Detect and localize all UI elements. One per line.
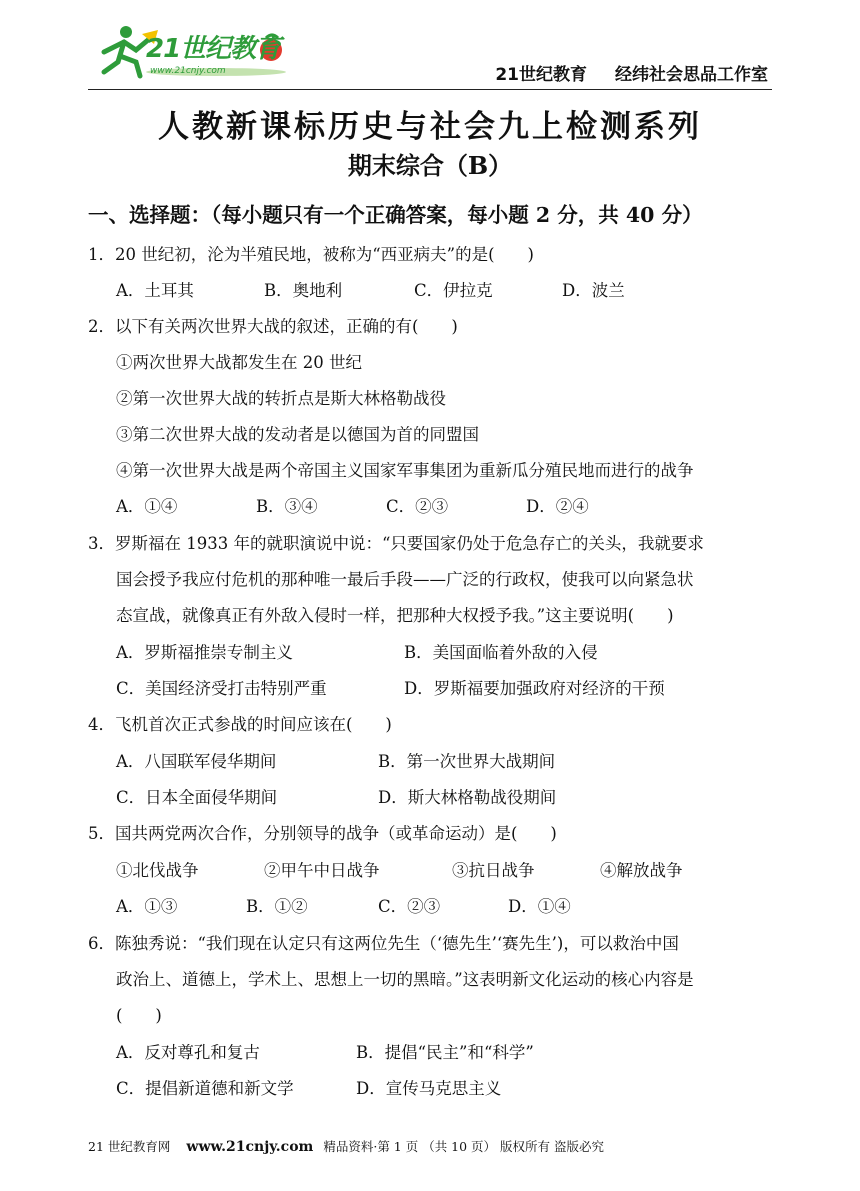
header-divider xyxy=(88,89,772,90)
question-2-statement-3: ③第二次世界大战的发动者是以德国为首的同盟国 xyxy=(116,425,479,444)
option-c: C．美国经济受打击特别严重 xyxy=(116,679,327,698)
option-a: A．①④ xyxy=(116,497,178,516)
logo-text: 21世纪教育 xyxy=(146,34,281,64)
option-a: A．①③ xyxy=(116,897,178,916)
option-c: C．日本全面侵华期间 xyxy=(116,788,278,807)
logo-url: www.21cnjy.com xyxy=(150,66,226,76)
option-a: A．八国联军侵华期间 xyxy=(116,752,277,771)
option-c: C．②③ xyxy=(386,497,449,516)
question-2-statement-2: ②第一次世界大战的转折点是斯大林格勒战役 xyxy=(116,389,446,408)
statement-4: ④解放战争 xyxy=(600,861,683,880)
question-3-line-3: 态宣战，就像真正有外敌入侵时一样，把那种大权授予我。”这主要说明( ) xyxy=(116,606,674,625)
question-1-stem: 1．20 世纪初，沦为半殖民地，被称为“西亚病夫”的是( ) xyxy=(88,245,534,264)
option-c: C．伊拉克 xyxy=(414,281,493,300)
option-a: A．反对尊孔和复古 xyxy=(116,1043,260,1062)
question-4-stem: 4．飞机首次正式参战的时间应该在( ) xyxy=(88,715,392,734)
option-a: A．罗斯福推崇专制主义 xyxy=(116,643,293,662)
question-5-stem: 5．国共两党两次合作，分别领导的战争（或革命运动）是( ) xyxy=(88,824,557,843)
page-subtitle: 期末综合（B） xyxy=(347,151,513,180)
brand-label xyxy=(495,60,768,85)
option-b: B．①② xyxy=(246,897,308,916)
question-2-statement-4: ④第一次世界大战是两个帝国主义国家军事集团为重新瓜分殖民地而进行的战争 xyxy=(116,461,694,480)
option-d: D．罗斯福要加强政府对经济的干预 xyxy=(404,679,665,698)
option-d: D．①④ xyxy=(508,897,571,916)
question-6-line-2: 政治上、道德上，学术上、思想上一切的黑暗。”这表明新文化运动的核心内容是 xyxy=(116,970,694,989)
statement-2: ②甲午中日战争 xyxy=(264,861,380,880)
option-a: A．土耳其 xyxy=(116,281,194,300)
option-b: B．第一次世界大战期间 xyxy=(378,752,556,771)
question-3-line-2: 国会授予我应付危机的那种唯一最后手段——广泛的行政权，使我可以向紧急状 xyxy=(116,570,694,589)
section-heading: 一、选择题：（每小题只有一个正确答案，每小题 2 分，共 40 分） xyxy=(88,203,703,227)
question-2-statement-1: ①两次世界大战都发生在 20 世纪 xyxy=(116,353,362,372)
statement-1: ①北伐战争 xyxy=(116,861,199,880)
brand-right: 经纬社会思品工作室 xyxy=(615,65,768,85)
brand-left: 21世纪教育 xyxy=(495,65,587,85)
question-2-stem: 2．以下有关两次世界大战的叙述，正确的有( ) xyxy=(88,317,458,336)
option-d: D．波兰 xyxy=(562,281,625,300)
option-b: B．美国面临着外敌的入侵 xyxy=(404,643,598,662)
footer-site: 21 世纪教育网 xyxy=(88,1139,171,1154)
question-3-line-1: 3．罗斯福在 1933 年的就职演说中说：“只要国家仍处于危急存亡的关头，我就要求 xyxy=(88,534,704,553)
page-title: 人教新课标历史与社会九上检测系列 xyxy=(158,109,702,145)
question-6-line-1: 6．陈独秀说：“我们现在认定只有这两位先生（‘德先生’‘赛先生’)，可以救治中国 xyxy=(88,934,679,953)
footer-url: www.21cnjy.com xyxy=(186,1139,314,1155)
option-d: D．斯大林格勒战役期间 xyxy=(378,788,557,807)
page-footer xyxy=(88,1137,604,1155)
option-b: B．提倡“民主”和“科学” xyxy=(356,1043,534,1062)
statement-3: ③抗日战争 xyxy=(452,861,535,880)
option-b: B．奥地利 xyxy=(264,281,343,300)
option-d: D．宣传马克思主义 xyxy=(356,1079,502,1098)
option-c: C．②③ xyxy=(378,897,441,916)
option-b: B．③④ xyxy=(256,497,318,516)
question-6-line-3: ( ) xyxy=(116,1006,162,1025)
option-c: C．提倡新道德和新文学 xyxy=(116,1079,294,1098)
option-d: D．②④ xyxy=(526,497,589,516)
footer-info: 精品资料·第 1 页 （共 10 页） 版权所有 盗版必究 xyxy=(323,1139,604,1154)
page-header xyxy=(0,0,860,92)
